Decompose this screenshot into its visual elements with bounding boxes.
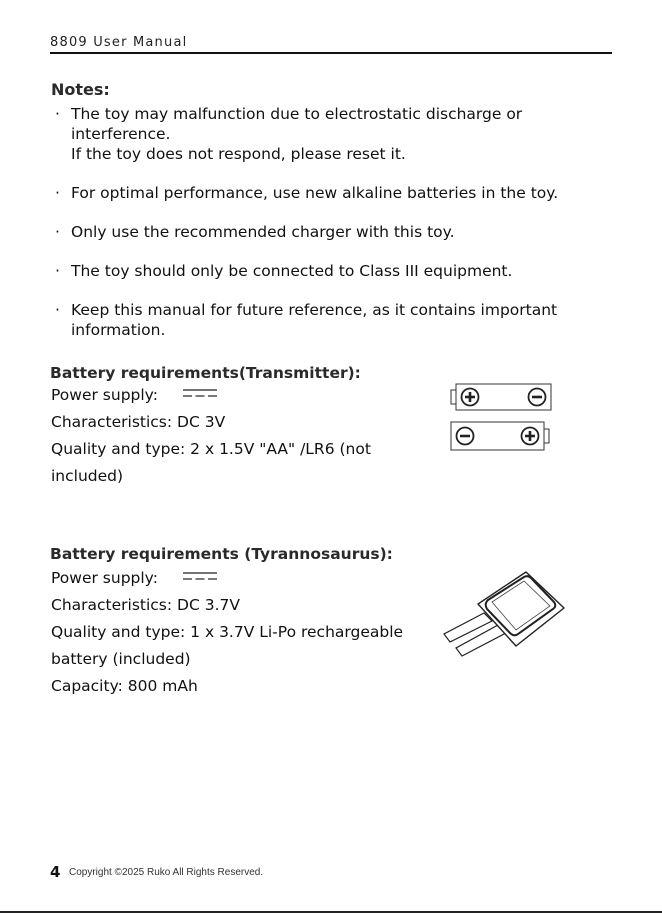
bullet: · — [55, 223, 60, 241]
characteristics-line: Characteristics: DC 3.7V — [51, 596, 240, 614]
transmitter-heading: Battery requirements(Transmitter): — [50, 364, 361, 382]
note-item — [55, 183, 625, 203]
note-item — [55, 261, 625, 281]
note-text-line: For optimal performance, use new alkaline batteries in the toy. — [71, 184, 559, 202]
notes-heading: Notes: — [51, 80, 110, 99]
bullet: · — [55, 262, 60, 280]
quality-line: included) — [51, 467, 124, 485]
battery-aa-icon — [451, 384, 551, 410]
transmitter-specs — [51, 382, 411, 490]
bullet: · — [55, 105, 60, 123]
tyrannosaurus-specs — [51, 565, 431, 700]
bullet: · — [55, 184, 60, 202]
power-supply-label: Power supply: — [51, 569, 158, 587]
copyright-notice: Copyright ©2025 Ruko All Rights Reserved. — [69, 867, 264, 878]
battery-aa-icon — [451, 422, 549, 450]
lipo-battery-icon — [436, 568, 568, 660]
quality-line: Quality and type: 1 x 3.7V Li-Po rechargeable — [51, 623, 404, 641]
note-text-line: The toy may malfunction due to electrostatic discharge or interference. — [71, 105, 523, 143]
notes-list — [55, 104, 625, 340]
note-text-line: Only use the recommended charger with this toy. — [71, 223, 455, 241]
note-item — [55, 300, 625, 340]
battery-orientation-icon — [450, 382, 556, 454]
quality-line: Quality and type: 2 x 1.5V "AA" /LR6 (not — [51, 440, 371, 458]
note-text-line: The toy should only be connected to Class III equipment. — [71, 262, 513, 280]
dc-symbol-icon — [183, 388, 217, 398]
power-supply-line — [51, 565, 431, 592]
note-item — [55, 104, 625, 164]
bullet: · — [55, 301, 60, 319]
footer-divider — [0, 911, 662, 913]
power-supply-line — [51, 382, 411, 409]
quality-line: battery (included) — [51, 650, 191, 668]
capacity-line: Capacity: 800 mAh — [51, 677, 198, 695]
note-text-line: Keep this manual for future reference, as it contains important — [71, 301, 558, 319]
note-text-line: information. — [71, 321, 166, 339]
note-item — [55, 222, 625, 242]
header-divider — [50, 52, 612, 54]
note-text-line: If the toy does not respond, please reset it. — [71, 145, 406, 163]
power-supply-label: Power supply: — [51, 386, 158, 404]
dc-symbol-icon — [183, 571, 217, 581]
page-header-title: 8809 User Manual — [50, 35, 188, 50]
characteristics-line: Characteristics: DC 3V — [51, 413, 226, 431]
page-number: 4 — [50, 863, 61, 881]
tyrannosaurus-heading: Battery requirements (Tyrannosaurus): — [50, 545, 393, 563]
